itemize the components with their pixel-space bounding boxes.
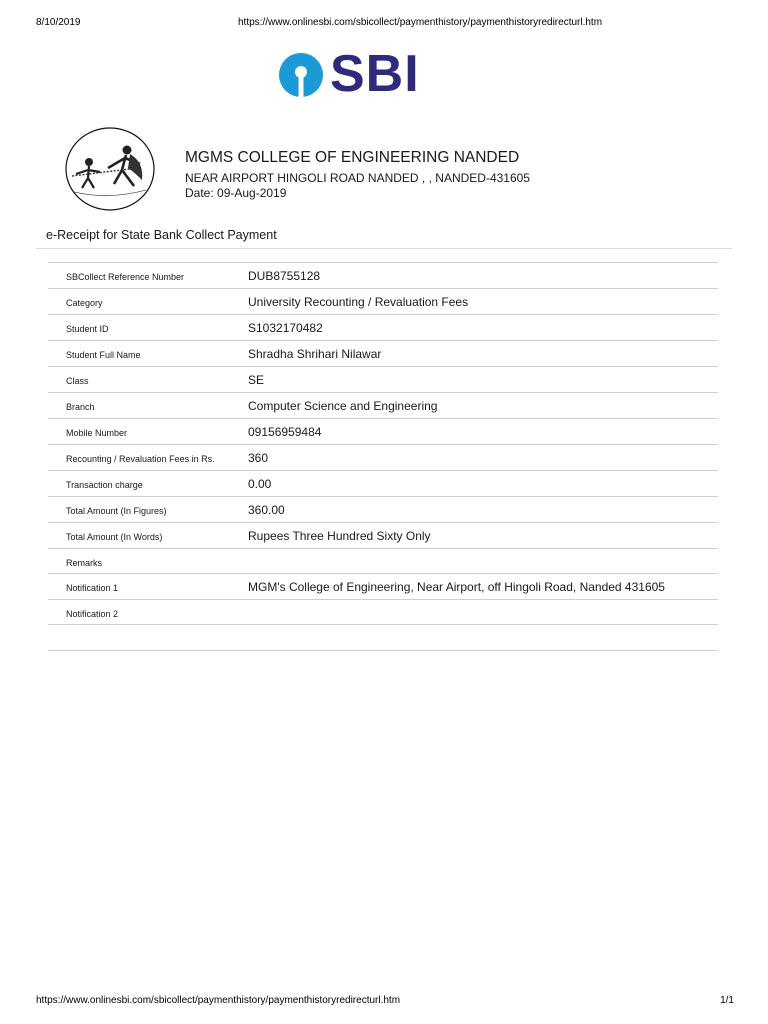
table-row: [48, 600, 718, 625]
row-label: Student Full Name: [48, 341, 248, 367]
row-value: [248, 600, 718, 625]
row-label: Notification 2: [48, 600, 248, 625]
table-row: [48, 574, 718, 600]
row-value: 09156959484: [248, 419, 718, 445]
row-label: Transaction charge: [48, 471, 248, 497]
print-url: https://www.onlinesbi.com/sbicollect/paymenthistory/paymenthistoryredirecturl.htm: [238, 17, 603, 28]
college-address: NEAR AIRPORT HINGOLI ROAD NANDED , , NANDED-431605: [185, 171, 530, 185]
row-label: Recounting / Revaluation Fees in Rs.: [48, 445, 248, 471]
row-value: DUB8755128: [248, 263, 718, 289]
page-number: 1/1: [720, 995, 734, 1006]
row-label: Total Amount (In Figures): [48, 497, 248, 523]
receipt-title: e-Receipt for State Bank Collect Payment: [46, 228, 277, 242]
row-label: Total Amount (In Words): [48, 523, 248, 549]
row-label: Branch: [48, 393, 248, 419]
row-label: Notification 1: [48, 574, 248, 600]
row-label: SBCollect Reference Number: [48, 263, 248, 289]
row-label: Class: [48, 367, 248, 393]
row-value: 0.00: [248, 471, 718, 497]
sbi-logo: [278, 45, 423, 103]
receipt-details-table: [48, 262, 718, 651]
row-value: Rupees Three Hundred Sixty Only: [248, 523, 718, 549]
divider: [36, 248, 732, 249]
row-label: Remarks: [48, 549, 248, 574]
sbi-logo-text: SBI: [330, 45, 420, 103]
row-value: Computer Science and Engineering: [248, 393, 718, 419]
table-row: [48, 393, 718, 419]
row-value: 360.00: [248, 497, 718, 523]
table-row-empty: [48, 625, 718, 651]
empty-cell: [48, 625, 718, 651]
footer-url: https://www.onlinesbi.com/sbicollect/paymenthistory/paymenthistoryredirecturl.htm: [36, 995, 401, 1006]
table-row: [48, 549, 718, 574]
row-value: Shradha Shrihari Nilawar: [248, 341, 718, 367]
row-label: Mobile Number: [48, 419, 248, 445]
table-row: [48, 471, 718, 497]
table-row: [48, 419, 718, 445]
table-row: [48, 315, 718, 341]
sbi-keyhole-icon: [278, 52, 324, 98]
row-value: 360: [248, 445, 718, 471]
table-row: [48, 263, 718, 289]
row-value: MGM's College of Engineering, Near Airport, off Hingoli Road, Nanded 431605: [248, 574, 718, 600]
table-row: [48, 341, 718, 367]
table-row: [48, 445, 718, 471]
college-emblem-icon: [64, 126, 156, 212]
row-value: SE: [248, 367, 718, 393]
row-value: University Recounting / Revaluation Fees: [248, 289, 718, 315]
table-row: [48, 289, 718, 315]
row-label: Student ID: [48, 315, 248, 341]
print-date: 8/10/2019: [36, 17, 81, 28]
row-label: Category: [48, 289, 248, 315]
college-name: MGMS COLLEGE OF ENGINEERING NANDED: [185, 149, 520, 166]
table-row: [48, 523, 718, 549]
table-row: [48, 497, 718, 523]
row-value: S1032170482: [248, 315, 718, 341]
receipt-date: Date: 09-Aug-2019: [185, 186, 287, 200]
table-row: [48, 367, 718, 393]
row-value: [248, 549, 718, 574]
